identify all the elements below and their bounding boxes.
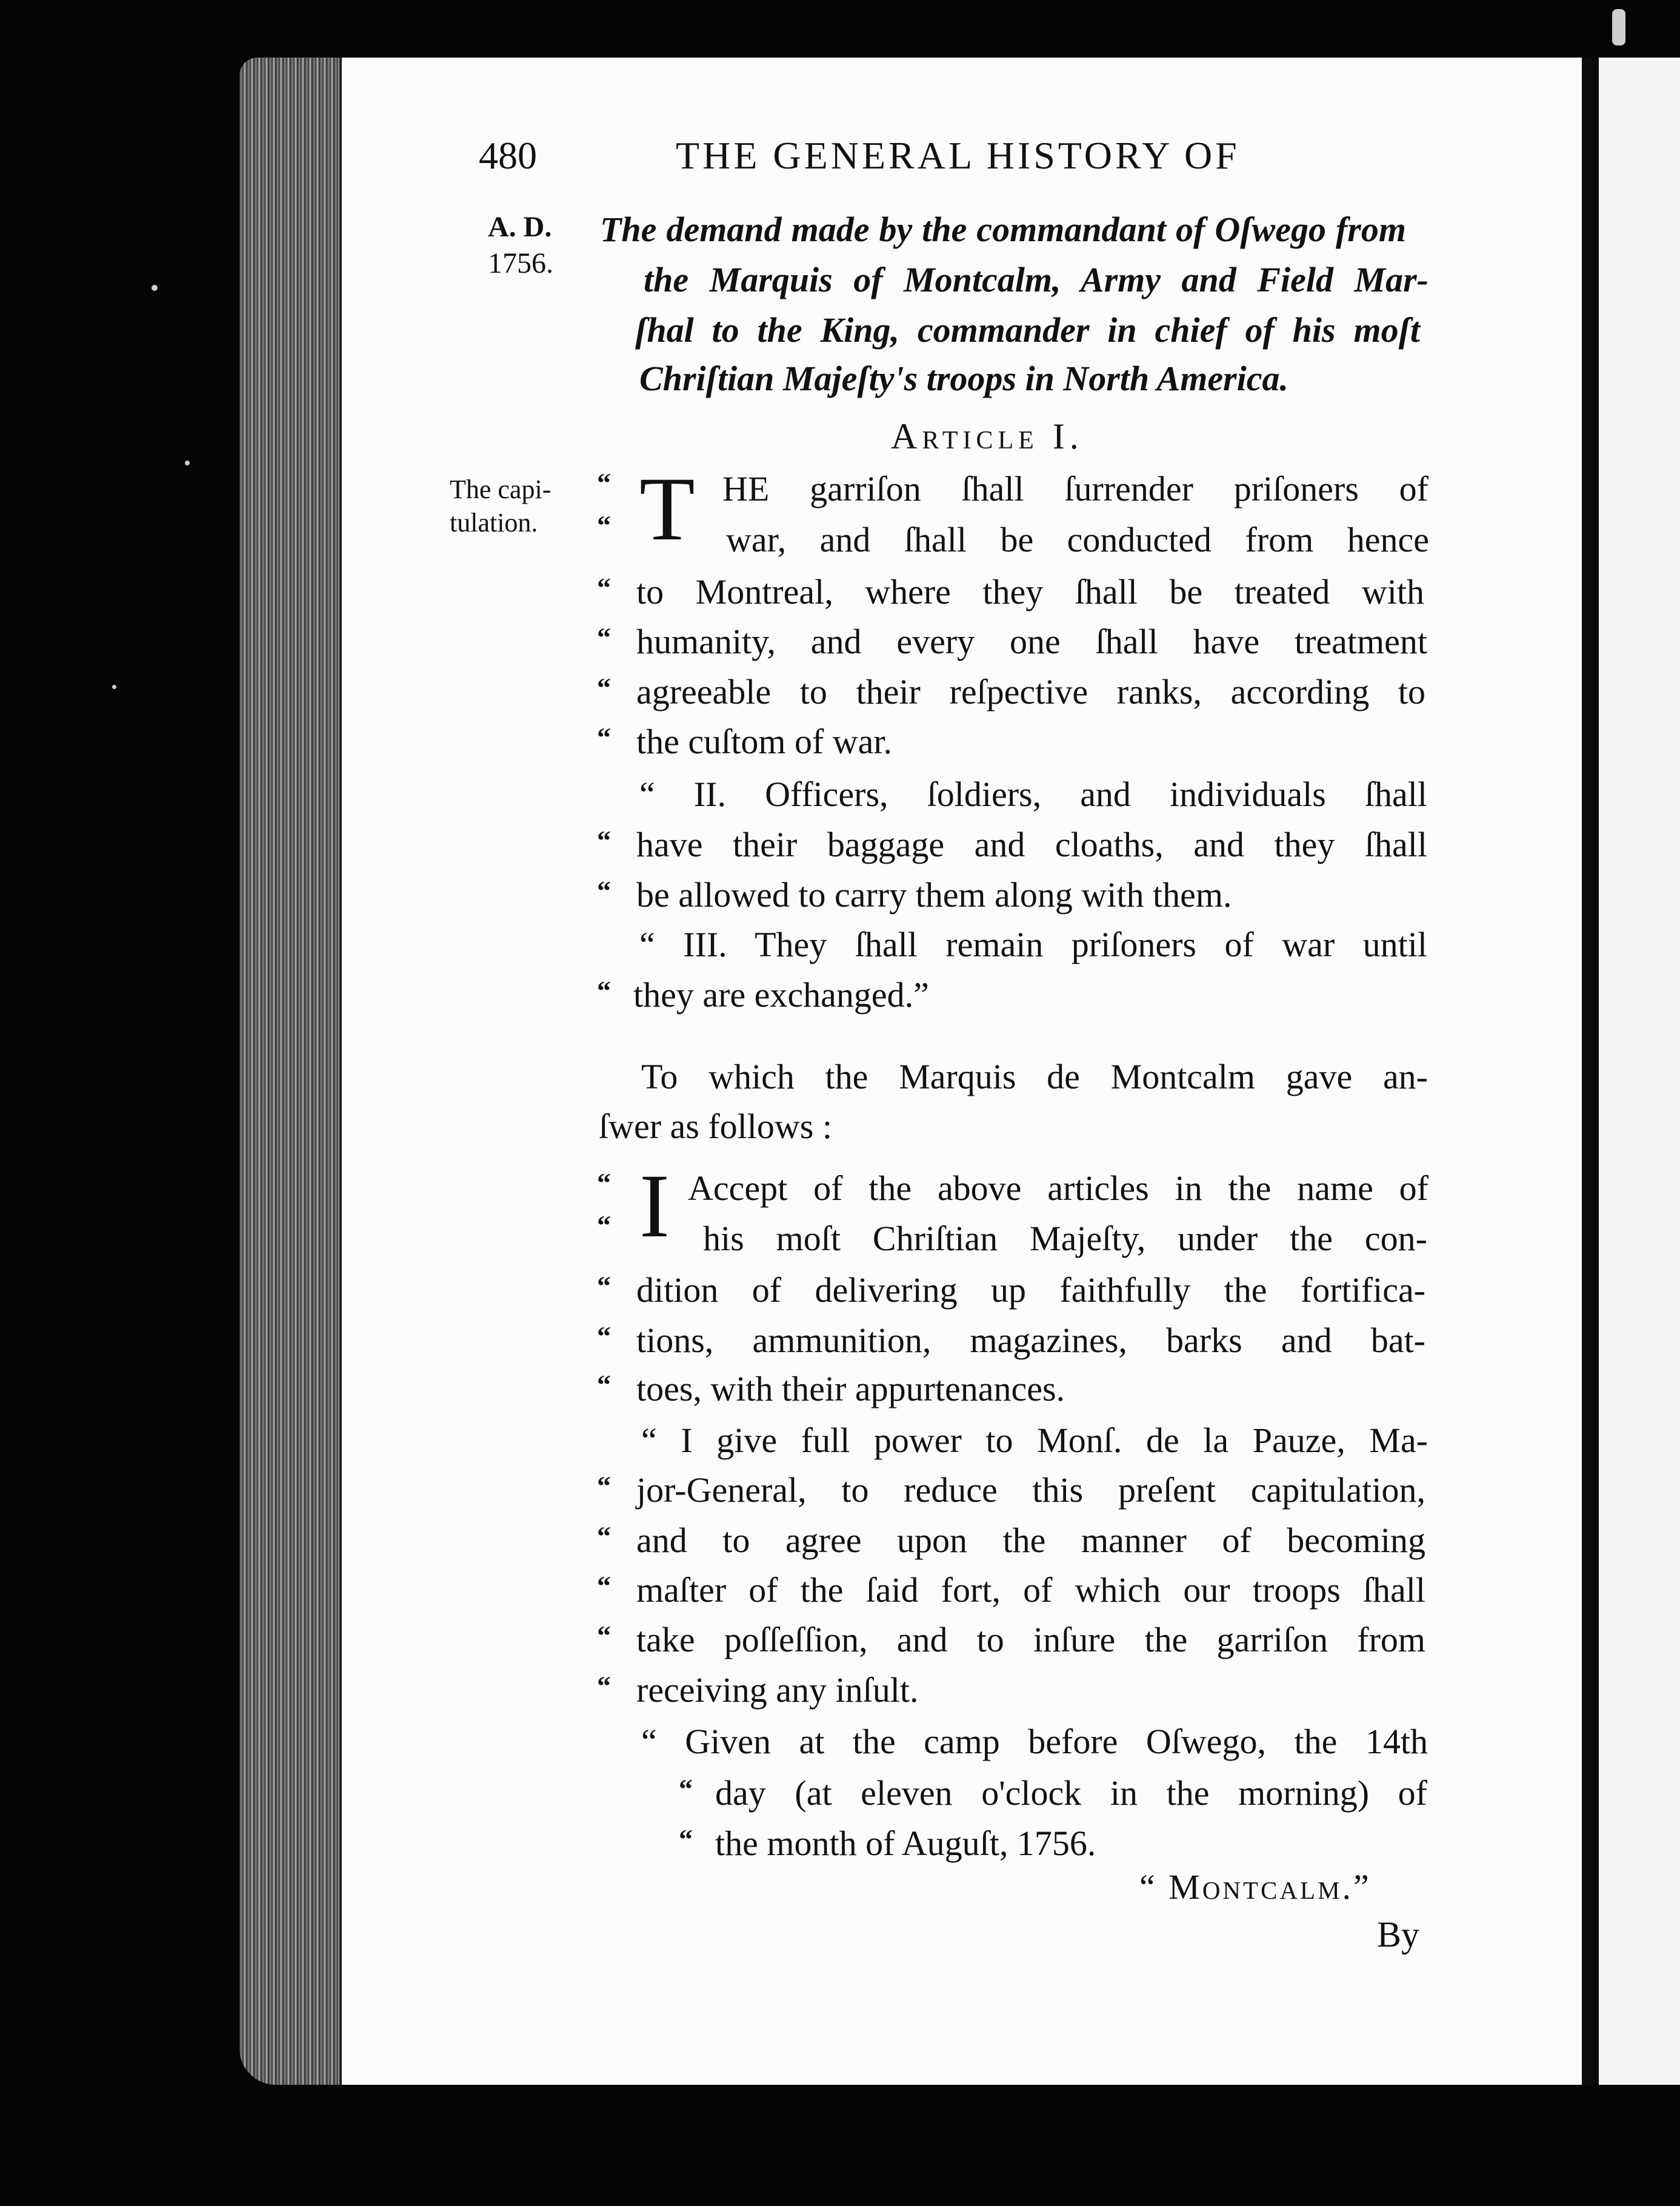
answer-line-12: “ Given at the camp before Oſwego, the 14th (641, 1722, 1428, 1761)
answer-line-6: “ I give full power to Monſ. de la Pauze, Ma- (641, 1421, 1428, 1460)
article-title: Article I. (891, 416, 1084, 456)
article-line-2: war, and ſhall be conducted from hence (726, 520, 1429, 559)
answer-line-4: tions, ammunition, magazines, barks and bat- (636, 1321, 1425, 1360)
opening-quote: “ (597, 722, 611, 753)
opening-quote: “ (597, 1670, 611, 1701)
page-number: 480 (479, 134, 537, 177)
answer-line-2: his moſt Chriſtian Majeſty, under the con- (703, 1219, 1427, 1258)
answer-line-9: maſter of the ſaid fort, of which our troops ſhall (636, 1570, 1425, 1610)
article-line-3: to Montreal, where they ſhall be treated with (636, 572, 1424, 611)
opening-quote: “ (597, 825, 611, 856)
opening-quote: “ (597, 1321, 611, 1351)
signature: “ Montcalm.” (1139, 1867, 1372, 1907)
heading-line-4: Chriſtian Majeſty's troops in North America. (639, 359, 1288, 398)
opening-quote: “ (597, 1167, 611, 1198)
dust-speck (185, 461, 190, 465)
opening-quote: “ (597, 510, 611, 541)
intro-line-1: To which the Marquis de Montcalm gave an- (641, 1057, 1428, 1096)
opening-quote: “ (597, 1270, 611, 1301)
opening-quote: “ (597, 1521, 611, 1551)
answer-line-14: the month of Auguſt, 1756. (715, 1824, 1096, 1863)
margin-ad-label: A. D. (488, 211, 552, 243)
opening-quote: “ (597, 672, 611, 703)
dust-speck (1612, 9, 1625, 45)
dust-speck (112, 685, 116, 689)
opening-quote: “ (679, 1824, 693, 1854)
opening-quote: “ (597, 1620, 611, 1651)
margin-note-capitulation-1: The capi- (450, 475, 552, 504)
article-line-1: HE garriſon ſhall ſurrender priſoners of (722, 469, 1428, 508)
article-line-6: the cuſtom of war. (636, 722, 893, 761)
opening-quote: “ (597, 875, 611, 906)
heading-line-2: the Marquis of Montcalm, Army and Field Mar- (644, 260, 1428, 299)
opening-quote: “ (597, 467, 611, 498)
drop-cap-t: T (639, 459, 695, 559)
drop-cap-i: I (639, 1156, 670, 1256)
answer-line-10: take poſſeſſion, and to inſure the garriſon from (636, 1620, 1425, 1659)
article-line-11: they are exchanged.” (633, 975, 929, 1015)
margin-ad-year: 1756. (488, 247, 553, 279)
answer-line-11: receiving any inſult. (636, 1670, 919, 1710)
article-line-9: be allowed to carry them along with them. (636, 875, 1232, 915)
catchword: By (1377, 1914, 1420, 1954)
article-line-5: agreeable to their reſpective ranks, according to (636, 672, 1425, 711)
facing-page-edge (1593, 58, 1680, 2085)
answer-line-3: dition of delivering up faithfully the fortifica- (636, 1270, 1425, 1310)
opening-quote: “ (597, 975, 611, 1006)
answer-line-1: Accept of the above articles in the name of (688, 1168, 1428, 1208)
answer-line-7: jor-General, to reduce this preſent capitulation, (636, 1470, 1425, 1510)
opening-quote: “ (679, 1773, 693, 1804)
answer-line-13: day (at eleven o'clock in the morning) of (715, 1773, 1427, 1813)
intro-line-2: ſwer as follows : (599, 1107, 832, 1146)
book-page-edges (239, 58, 345, 2085)
dust-speck (152, 285, 158, 291)
opening-quote: “ (597, 1470, 611, 1501)
opening-quote: “ (597, 1369, 611, 1400)
opening-quote: “ (597, 572, 611, 603)
opening-quote: “ (597, 1570, 611, 1601)
margin-note-capitulation-2: tulation. (450, 508, 538, 538)
gutter (1582, 58, 1593, 2085)
heading-line-1: The demand made by the commandant of Oſwego from (600, 210, 1406, 249)
answer-line-5: toes, with their appurtenances. (636, 1369, 1065, 1408)
article-line-8: have their baggage and cloaths, and they ſhall (636, 825, 1427, 864)
opening-quote: “ (597, 622, 611, 653)
article-line-7: “ II. Officers, ſoldiers, and individuals ſhall (639, 775, 1427, 814)
article-line-10: “ III. They ſhall remain priſoners of war until (639, 925, 1427, 964)
opening-quote: “ (597, 1210, 611, 1241)
heading-line-3: ſhal to the King, commander in chief of his moſt (635, 310, 1420, 350)
answer-line-8: and to agree upon the manner of becoming (636, 1521, 1425, 1560)
running-title: THE GENERAL HISTORY OF (676, 134, 1240, 177)
article-line-4: humanity, and every one ſhall have treatment (636, 622, 1427, 661)
